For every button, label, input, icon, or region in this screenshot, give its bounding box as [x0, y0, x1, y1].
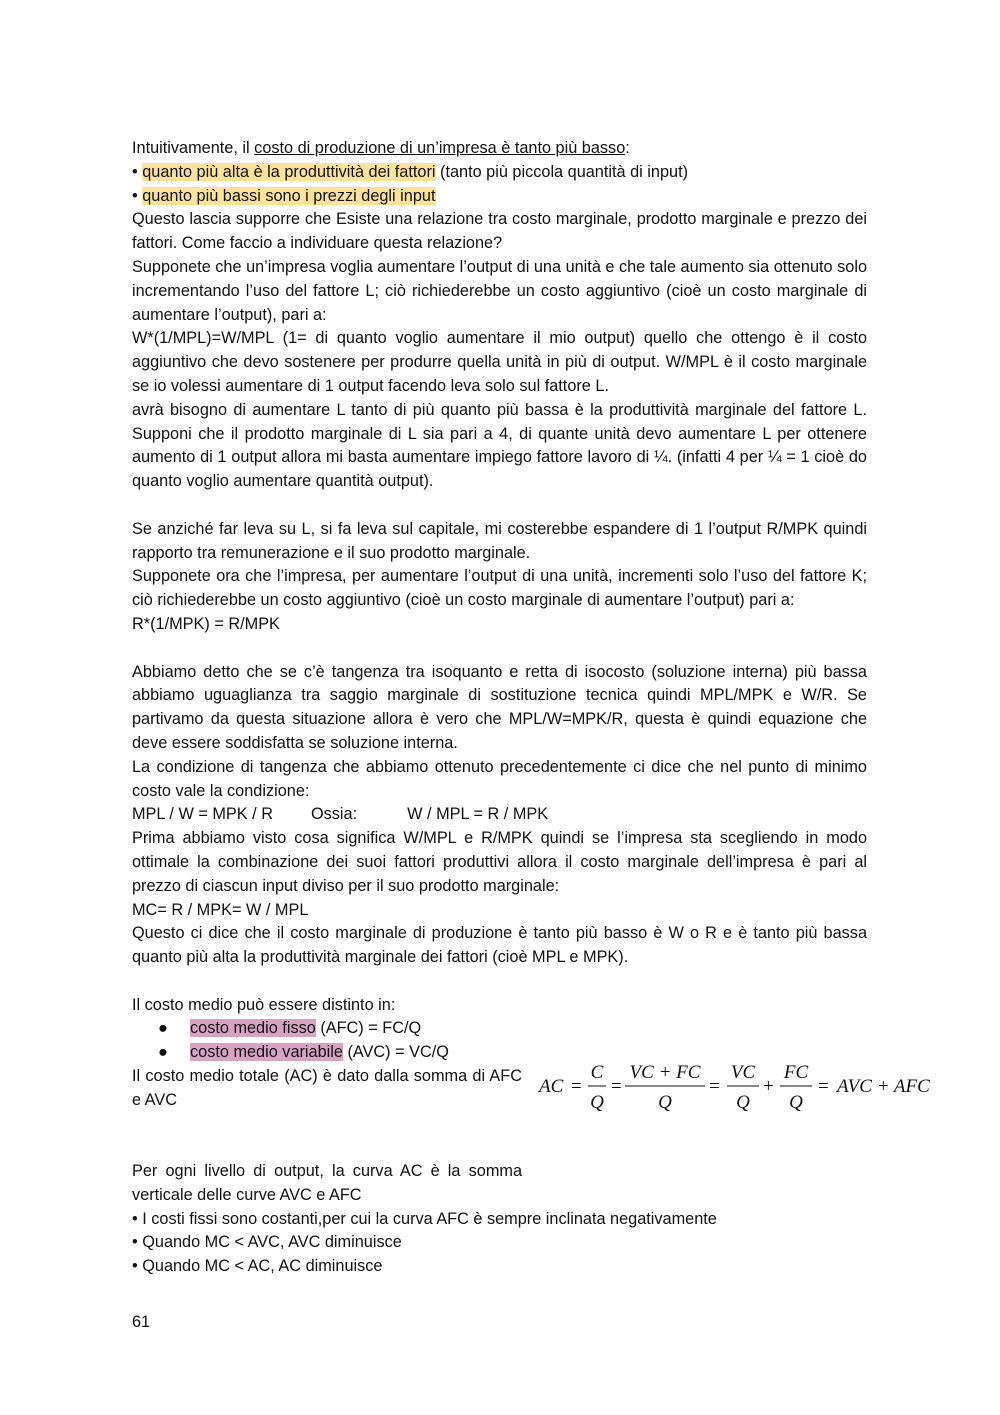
highlighted-text: costo medio variabile [190, 1043, 343, 1062]
bullet-dot: ● [158, 1019, 168, 1038]
paragraph: Prima abbiamo visto cosa significa W/MPL e R/MPK quindi se l’impresa sta scegliendo in modo ottimale la combinazione dei suoi fattori produttivi allora il costo marginale dell’impresa è pari al prezzo di ciascun input diviso per il suo prodotto marginale: [132, 829, 867, 895]
blank-line [132, 637, 867, 661]
bullet-item [132, 161, 867, 185]
paragraph: Per ogni livello di output, la curva AC è la somma verticale delle curve AVC e AFC [132, 1162, 522, 1204]
bullet-item: • Quando MC < AVC, AVC diminuisce [132, 1233, 402, 1252]
paragraph: Supponete che un’impresa voglia aumentare l’output di una unità e che tale aumento sia ottenuto solo incrementando l’uso del fattore L; ciò richiederebbe un costo aggiuntivo (cioè un costo marginale di aumentare l’output), pari a: [132, 257, 867, 324]
paragraph: Il costo medio può essere distinto in: [132, 995, 396, 1014]
formula-svg [537, 1057, 937, 1117]
formula-rhs: AVC + AFC [837, 1076, 930, 1098]
paragraph: La condizione di tangenza che abbiamo ottenuto precedentemente ci dice che nel punto di minimo costo vale la condizione: [132, 757, 867, 800]
bullet-item [132, 185, 867, 209]
fraction-denominator: Q [789, 1092, 803, 1114]
list-item-text: (AVC) = VC/Q [342, 1043, 449, 1062]
equation-part: MPL / W = MPK / R [132, 805, 273, 824]
equation-part: Ossia: [310, 805, 358, 824]
blank-line [132, 494, 867, 518]
paragraph: Abbiamo detto che se c’è tangenza tra isoquanto e retta di isocosto (soluzione interna) più bassa abbiamo uguaglianza tra saggio marginale di sostituzione tecnica quindi MPL/MPK e W/R. Se partivamo da questa situazione allora è vero che MPL/W=MPK/R, questa è quindi equazione che deve essere soddisfatta se soluzione interna. [132, 662, 867, 752]
bullet-mark: • [132, 162, 143, 181]
fraction-denominator: Q [658, 1092, 672, 1114]
equation-line: MC= R / MPK= W / MPL [132, 900, 309, 919]
equation-line: R*(1/MPK) = R/MPK [132, 614, 280, 633]
blank-line [132, 970, 867, 994]
intro-text: Intuitivamente, il [132, 139, 255, 157]
fraction-denominator: Q [590, 1092, 604, 1114]
highlighted-text: quanto più bassi sono i prezzi degli input [142, 186, 436, 205]
bullet-dot: ● [158, 1043, 168, 1062]
fraction-numerator: VC [730, 1062, 756, 1084]
fraction-numerator: VC + FC [629, 1062, 701, 1084]
paragraph: Questo lascia supporre che Esiste una relazione tra costo marginale, prodotto marginale e prezzo dei fattori. Come faccio a individuare questa relazione? [132, 210, 867, 253]
paragraph: Questo ci dice che il costo marginale di produzione è tanto più basso è W o R e è tanto più bassa quanto più alta la produttività marginale dei fattori (cioè MPL e MPK). [132, 924, 867, 967]
intro-colon: : [625, 139, 630, 157]
average-cost-formula [537, 1057, 937, 1117]
equation-line [132, 803, 867, 827]
intro-paragraph [132, 137, 867, 161]
page-content [132, 137, 930, 1279]
highlighted-text: costo medio fisso [190, 1019, 316, 1038]
fraction-denominator: Q [736, 1092, 750, 1114]
fraction-numerator: FC [783, 1062, 809, 1084]
list-item-text: (AFC) = FC/Q [315, 1019, 422, 1038]
formula-section [132, 1062, 930, 1160]
page-number: 61 [132, 1313, 151, 1331]
formula-equals: = [611, 1076, 622, 1098]
formula-ac: AC [539, 1076, 564, 1098]
formula-equals: = [818, 1076, 829, 1098]
paragraph: Il costo medio totale (AC) è dato dalla somma di AFC e AVC [132, 1067, 522, 1109]
bullet-item: • Quando MC < AC, AC diminuisce [132, 1257, 383, 1276]
list-item [158, 1017, 867, 1041]
formula-equals: = [571, 1076, 582, 1098]
highlighted-text: quanto più alta è la produttività dei fattori [142, 162, 436, 181]
underlined-phrase: costo di produzione di un’impresa è tanto più basso [254, 139, 626, 157]
fraction-numerator: C [590, 1062, 604, 1084]
bullet-mark: • [132, 186, 143, 205]
bullet-item: • I costi fissi sono costanti,per cui la curva AFC è sempre inclinata negativamente [132, 1209, 717, 1228]
paragraph: avrà bisogno di aumentare L tanto di più quanto più bassa è la produttività marginale del fattore L. Supponi che il prodotto marginale di L sia pari a 4, di quante unità devo aumentare L per ottenere aumento di 1 output allora mi basta aumentare impiego fattore lavoro di ¼. (infatti 4 per ¼ = 1 cioè do quanto voglio aumentare quantità output). [132, 400, 867, 491]
formula-plus: + [763, 1076, 774, 1098]
paragraph: W*(1/MPL)=W/MPL (1= di quanto voglio aumentare il mio output) quello che ottengo è il costo aggiuntivo che devo sostenere per produrre quella unità in più di output. W/MPL è il costo marginale se io volessi aumentare di 1 output facendo leva solo sul fattore L. [132, 329, 867, 395]
paragraph: Supponete ora che l’impresa, per aumentare l’output di una unità, incrementi solo l’uso del fattore K; ciò richiederebbe un costo aggiuntivo (cioè un costo marginale di aumentare l’output) pari a: [132, 567, 867, 610]
equation-part: W / MPL = R / MPK [407, 805, 549, 824]
bullet-text: (tanto più piccola quantità di input) [435, 162, 689, 181]
paragraph: Se anziché far leva su L, si fa leva sul capitale, mi costerebbe espandere di 1 l’output R/MPK quindi rapporto tra remunerazione e il suo prodotto marginale. [132, 519, 867, 562]
formula-equals: = [709, 1076, 720, 1098]
